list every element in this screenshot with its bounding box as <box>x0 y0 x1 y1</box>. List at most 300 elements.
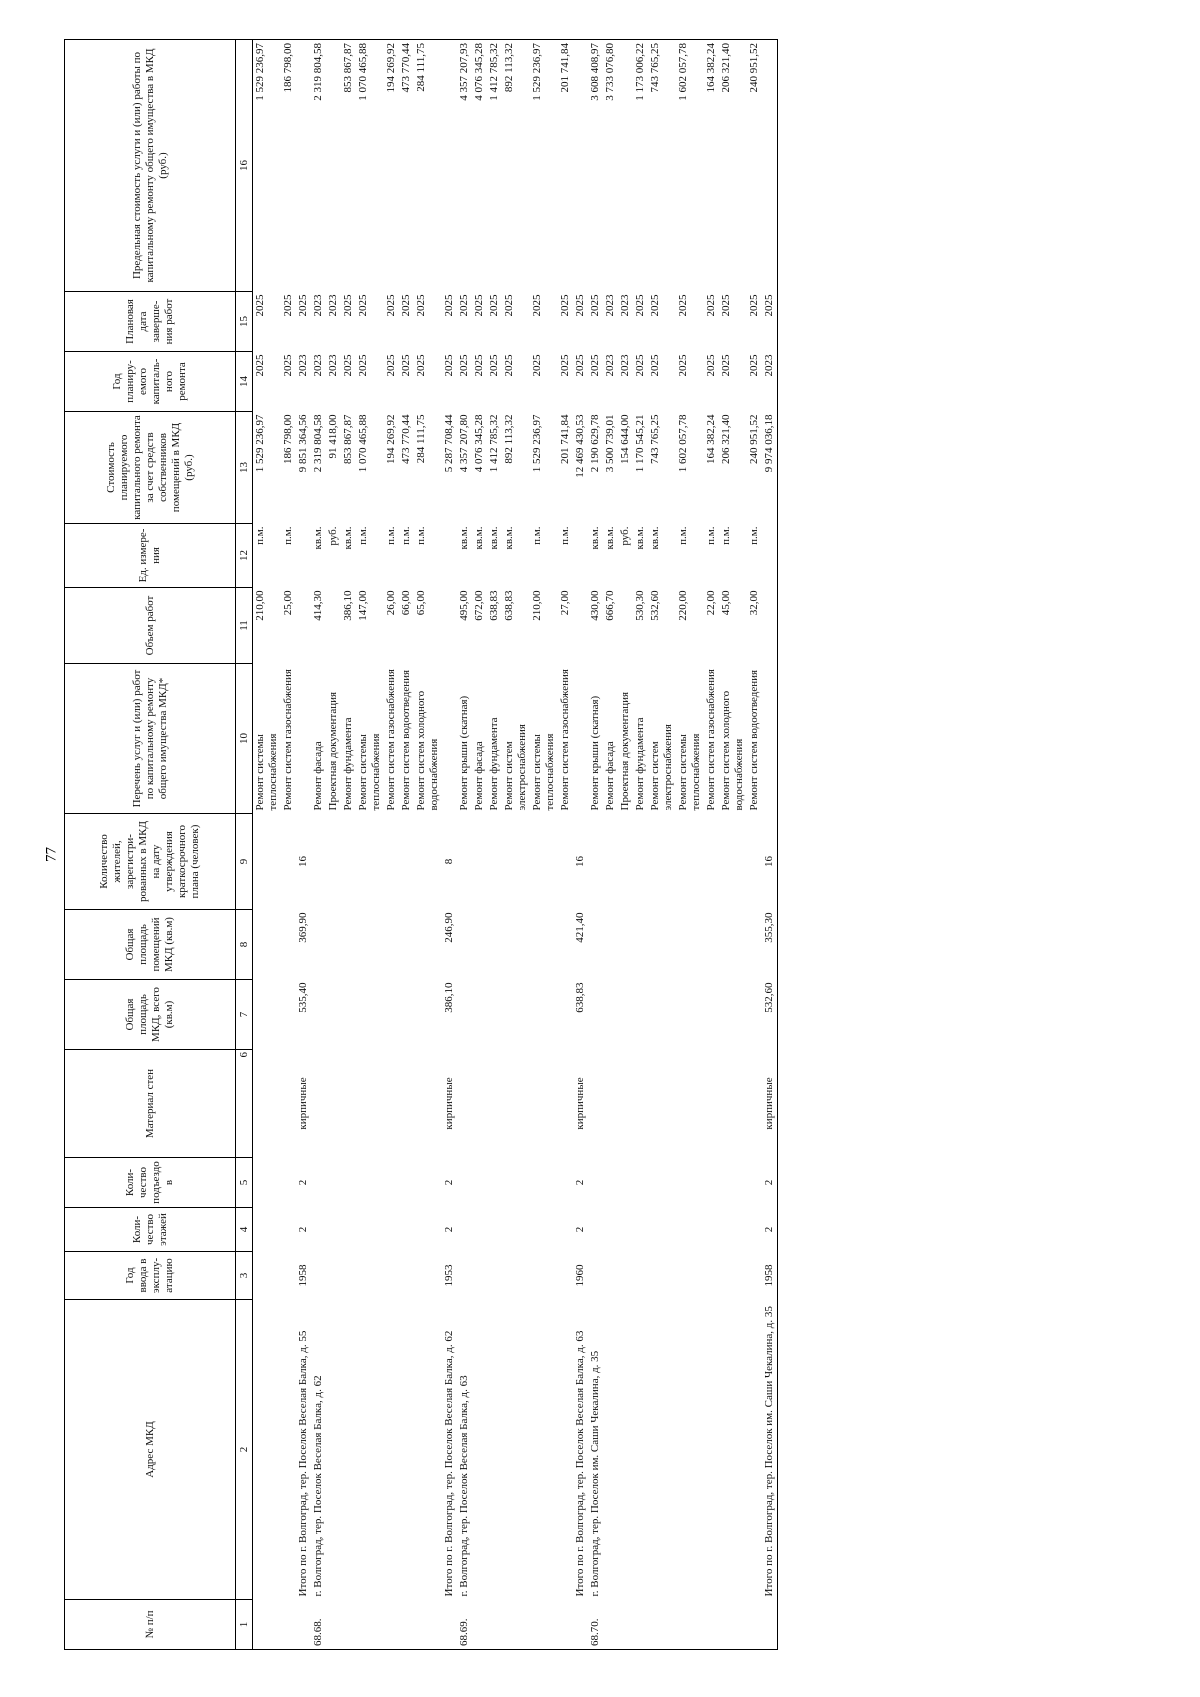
row-number <box>384 1600 399 1650</box>
table-row <box>281 40 296 1650</box>
table-row <box>414 40 442 1650</box>
work-type-cell: Ремонт систем газоснабжения <box>559 669 571 811</box>
work-type-cell <box>762 664 778 814</box>
wall-material-cell <box>399 1050 414 1158</box>
table-row <box>573 40 588 1650</box>
floors-cell <box>558 1208 573 1252</box>
completion-date-cell: 2025 <box>357 294 369 317</box>
residents-cell <box>311 814 326 910</box>
completion-date-cell: 2025 <box>254 294 266 317</box>
cost-cell: 1 529 236,97 <box>254 414 266 473</box>
table-row <box>253 40 282 1650</box>
work-type-cell: Проектная документация <box>327 691 339 811</box>
floors-cell <box>341 1208 356 1252</box>
year-built-cell <box>719 1252 747 1300</box>
entrances-cell <box>588 1158 603 1208</box>
residents-cell: 16 <box>762 814 778 910</box>
completion-date-cell: 2025 <box>720 294 732 317</box>
work-type-cell: Ремонт крыши (скатная) <box>458 695 470 811</box>
work-volume-cell: 210,00 <box>254 590 266 621</box>
work-type-cell: Ремонт систем водоотведения <box>400 669 412 811</box>
floors-cell <box>356 1208 384 1252</box>
work-type-cell: Ремонт систем газоснабжения <box>705 669 717 811</box>
work-type-cell: Ремонт крыши (скатная) <box>589 695 601 811</box>
floors-cell <box>399 1208 414 1252</box>
floors-cell <box>253 1208 282 1252</box>
column-number: 8 <box>236 910 253 980</box>
unit-cell: п.м. <box>254 526 266 545</box>
repair-year-cell: 2025 <box>443 354 455 377</box>
work-volume-cell: 414,30 <box>312 590 324 621</box>
row-number <box>472 1600 487 1650</box>
address-cell <box>502 1300 530 1600</box>
max-cost-cell: 240 951,52 <box>747 40 762 292</box>
work-type-cell: Ремонт фундамента <box>342 717 354 811</box>
repair-year-cell: 2025 <box>705 354 717 377</box>
unit-cell: кв.м. <box>634 526 646 550</box>
wall-material-cell <box>648 1050 676 1158</box>
total-area-cell <box>341 980 356 1050</box>
wall-material-cell: кирпичные <box>762 1050 778 1158</box>
total-area-cell <box>253 980 282 1050</box>
work-volume-cell: 22,00 <box>705 590 717 616</box>
entrances-cell: 2 <box>297 1179 309 1186</box>
premises-area-cell <box>588 910 603 980</box>
rotated-table-wrapper <box>64 40 1200 1650</box>
entrances-cell <box>676 1158 704 1208</box>
residents-cell <box>384 814 399 910</box>
floors-cell <box>311 1208 326 1252</box>
wall-material-cell <box>633 1050 648 1158</box>
premises-area-cell <box>472 910 487 980</box>
residents-cell <box>502 814 530 910</box>
wall-material-cell <box>341 1050 356 1158</box>
work-volume-cell: 672,00 <box>473 590 485 621</box>
work-volume-cell: 26,00 <box>385 590 397 616</box>
header-cell: Ед. измере-ния <box>65 524 236 588</box>
premises-area-cell: 421,40 <box>574 912 586 943</box>
work-volume-cell: 220,00 <box>677 590 689 621</box>
residents-cell <box>603 814 618 910</box>
floors-cell <box>633 1208 648 1252</box>
completion-date-cell: 2025 <box>385 294 397 317</box>
repair-year-cell: 2025 <box>385 354 397 377</box>
repair-year-cell: 2025 <box>488 354 500 377</box>
table-row <box>457 40 472 1650</box>
max-cost-cell: 194 269,92 <box>384 40 399 292</box>
repair-year-cell: 2025 <box>400 354 412 377</box>
work-volume-cell: 210,00 <box>531 590 543 621</box>
work-type-cell: Ремонт систем газоснабжения <box>282 669 294 811</box>
completion-date-cell: 2025 <box>705 294 717 317</box>
premises-area-cell <box>399 910 414 980</box>
entrances-cell <box>472 1158 487 1208</box>
address-cell: г. Волгоград, тер. Поселок им. Саши Чекалина, д. 35 <box>589 1350 601 1597</box>
premises-area-cell <box>618 910 633 980</box>
address-cell <box>633 1300 648 1600</box>
header-cell: Общая площадь помещений МКД (кв.м) <box>65 910 236 980</box>
repair-year-cell: 2025 <box>559 354 571 377</box>
row-number <box>296 1600 311 1650</box>
entrances-cell <box>326 1158 341 1208</box>
address-cell <box>414 1300 442 1600</box>
entrances-cell <box>414 1158 442 1208</box>
year-built-cell: 1958 <box>297 1264 309 1287</box>
entrances-cell <box>618 1158 633 1208</box>
cost-cell: 284 111,75 <box>415 414 427 464</box>
completion-date-cell: 2025 <box>748 294 760 317</box>
wall-material-cell <box>618 1050 633 1158</box>
table-row <box>603 40 618 1650</box>
entrances-cell <box>558 1158 573 1208</box>
cost-cell: 194 269,92 <box>385 414 397 464</box>
completion-date-cell: 2025 <box>488 294 500 317</box>
residents-cell <box>618 814 633 910</box>
year-built-cell <box>588 1252 603 1300</box>
wall-material-cell <box>253 1050 282 1158</box>
work-volume-cell <box>762 588 778 664</box>
repair-year-cell: 2025 <box>748 354 760 377</box>
cost-cell: 2 190 629,78 <box>589 414 601 473</box>
max-cost-cell: 743 765,25 <box>648 40 676 292</box>
floors-cell <box>384 1208 399 1252</box>
residents-cell: 16 <box>574 856 586 867</box>
residents-cell <box>747 814 762 910</box>
unit-cell: п.м. <box>415 526 427 545</box>
unit-cell: руб. <box>619 526 631 546</box>
premises-area-cell <box>530 910 558 980</box>
total-area-cell <box>472 980 487 1050</box>
cost-cell: 853 867,87 <box>342 414 354 464</box>
table-row <box>558 40 573 1650</box>
total-area-cell <box>588 980 603 1050</box>
year-built-cell <box>633 1252 648 1300</box>
wall-material-cell <box>719 1050 747 1158</box>
unit-cell <box>442 524 457 588</box>
floors-cell <box>648 1208 676 1252</box>
row-number <box>719 1600 747 1650</box>
repair-year-cell: 2025 <box>458 354 470 377</box>
entrances-cell <box>281 1158 296 1208</box>
column-number: 2 <box>236 1300 253 1600</box>
residents-cell <box>676 814 704 910</box>
year-built-cell: 1958 <box>762 1252 778 1300</box>
max-cost-cell: 2 319 804,58 <box>311 40 326 292</box>
wall-material-cell <box>676 1050 704 1158</box>
entrances-cell <box>747 1158 762 1208</box>
table-row <box>704 40 719 1650</box>
header-cell: Коли-чество подъездо в <box>65 1158 236 1208</box>
residents-cell <box>399 814 414 910</box>
repair-year-cell: 2025 <box>473 354 485 377</box>
wall-material-cell <box>558 1050 573 1158</box>
entrances-cell <box>530 1158 558 1208</box>
header-cell: Год планиру-емого капиталь-ного ремонта <box>65 352 236 412</box>
table-row <box>502 40 530 1650</box>
year-built-cell <box>603 1252 618 1300</box>
residents-cell <box>648 814 676 910</box>
floors-cell <box>530 1208 558 1252</box>
residents-cell <box>472 814 487 910</box>
unit-cell: п.м. <box>400 526 412 545</box>
wall-material-cell <box>384 1050 399 1158</box>
max-cost-cell: 1 529 236,97 <box>530 40 558 292</box>
completion-date-cell: 2025 <box>473 294 485 317</box>
address-cell <box>704 1300 719 1600</box>
premises-area-cell <box>676 910 704 980</box>
wall-material-cell <box>281 1050 296 1158</box>
cost-cell: 4 076 345,28 <box>473 414 485 473</box>
repair-year-cell: 2023 <box>297 354 309 377</box>
residents-cell <box>558 814 573 910</box>
header-cell: Адрес МКД <box>65 1300 236 1600</box>
column-number: 15 <box>236 292 253 352</box>
cost-cell: 743 765,25 <box>649 414 661 464</box>
entrances-cell <box>457 1158 472 1208</box>
unit-cell: п.м. <box>748 526 760 545</box>
residents-cell <box>588 814 603 910</box>
table-row <box>311 40 326 1650</box>
repair-year-cell: 2023 <box>312 354 324 377</box>
cost-cell: 240 951,52 <box>748 414 760 464</box>
address-cell: г. Волгоград, тер. Поселок Веселая Балка, д. 62 <box>312 1375 324 1597</box>
table-body <box>253 40 778 1650</box>
cost-cell: 1 529 236,97 <box>531 414 543 473</box>
work-volume-cell: 65,00 <box>415 590 427 616</box>
header-cell: Объем работ <box>65 588 236 664</box>
max-cost-cell <box>296 40 311 292</box>
wall-material-cell: кирпичные <box>297 1077 309 1130</box>
work-volume-cell <box>296 588 311 664</box>
floors-cell <box>414 1208 442 1252</box>
unit-cell <box>296 524 311 588</box>
floors-cell <box>747 1208 762 1252</box>
repair-year-cell: 2025 <box>649 354 661 377</box>
year-built-cell <box>530 1252 558 1300</box>
floors-cell <box>472 1208 487 1252</box>
year-built-cell <box>747 1252 762 1300</box>
header-cell: Количество жителей, зарегистри-рованных в МКД на дату утверждения краткосрочного плана (человек) <box>65 814 236 910</box>
cost-cell: 186 798,00 <box>282 414 294 464</box>
year-built-cell <box>472 1252 487 1300</box>
max-cost-cell: 4 076 345,28 <box>472 40 487 292</box>
header-cell: Стоимость планируемого капитального ремонта за счет средств собственников помещений в МКД (руб.) <box>65 412 236 524</box>
cost-cell: 154 644,00 <box>619 414 631 464</box>
row-number <box>356 1600 384 1650</box>
work-volume-cell: 386,10 <box>342 590 354 621</box>
work-volume-cell: 45,00 <box>720 590 732 616</box>
year-built-cell <box>384 1252 399 1300</box>
column-number: 5 <box>236 1158 253 1208</box>
work-type-cell: Ремонт фундамента <box>634 717 646 811</box>
max-cost-cell: 201 741,84 <box>558 40 573 292</box>
repair-year-cell: 2025 <box>342 354 354 377</box>
cost-cell: 12 469 430,53 <box>574 414 586 478</box>
max-cost-cell: 3 608 408,97 <box>588 40 603 292</box>
repair-year-cell: 2025 <box>254 354 266 377</box>
entrances-cell <box>719 1158 747 1208</box>
total-area-cell <box>399 980 414 1050</box>
max-cost-cell: 1 412 785,32 <box>487 40 502 292</box>
completion-date-cell: 2025 <box>415 294 427 317</box>
work-type-cell: Ремонт системы теплоснабжения <box>677 733 702 811</box>
residents-cell <box>633 814 648 910</box>
row-number <box>502 1600 530 1650</box>
residents-cell <box>414 814 442 910</box>
residents-cell: 8 <box>443 858 455 865</box>
unit-cell: кв.м. <box>458 526 470 550</box>
table-row <box>442 40 457 1650</box>
address-cell <box>384 1300 399 1600</box>
cost-cell: 91 418,00 <box>327 414 339 459</box>
row-number <box>633 1600 648 1650</box>
header-cell: № п/п <box>65 1600 236 1650</box>
row-number <box>676 1600 704 1650</box>
header-row <box>65 40 236 1650</box>
total-area-cell <box>719 980 747 1050</box>
total-area-cell <box>618 980 633 1050</box>
row-number <box>648 1600 676 1650</box>
residents-cell <box>704 814 719 910</box>
unit-cell: кв.м. <box>604 526 616 550</box>
work-type-cell: Ремонт фасада <box>312 741 324 811</box>
completion-date-cell: 2025 <box>574 294 586 317</box>
total-area-cell <box>747 980 762 1050</box>
completion-date-cell: 2025 <box>677 294 689 317</box>
address-cell <box>281 1300 296 1600</box>
table-row <box>648 40 676 1650</box>
max-cost-cell <box>762 40 778 292</box>
entrances-cell <box>704 1158 719 1208</box>
table-row <box>341 40 356 1650</box>
wall-material-cell <box>311 1050 326 1158</box>
address-cell <box>648 1300 676 1600</box>
total-area-cell <box>487 980 502 1050</box>
address-cell <box>472 1300 487 1600</box>
work-type-cell: Ремонт систем газоснабжения <box>385 669 397 811</box>
row-number <box>281 1600 296 1650</box>
row-number: 68.70. <box>588 1600 603 1650</box>
year-built-cell <box>253 1252 282 1300</box>
work-type-cell: Ремонт фасада <box>473 741 485 811</box>
unit-cell: руб. <box>327 526 339 546</box>
entrances-cell <box>311 1158 326 1208</box>
address-cell <box>326 1300 341 1600</box>
entrances-cell <box>502 1158 530 1208</box>
year-built-cell <box>502 1252 530 1300</box>
premises-area-cell <box>311 910 326 980</box>
completion-date-cell: 2025 <box>443 294 455 317</box>
max-cost-cell <box>573 40 588 292</box>
table-row <box>719 40 747 1650</box>
total-area-cell: 386,10 <box>443 982 455 1013</box>
wall-material-cell <box>487 1050 502 1158</box>
total-area-cell <box>704 980 719 1050</box>
address-cell <box>487 1300 502 1600</box>
table-row <box>762 40 778 1650</box>
row-number <box>603 1600 618 1650</box>
wall-material-cell <box>530 1050 558 1158</box>
max-cost-cell: 1 529 236,97 <box>253 40 282 292</box>
total-area-cell <box>648 980 676 1050</box>
column-number: 13 <box>236 412 253 524</box>
year-built-cell <box>281 1252 296 1300</box>
cost-cell: 1 412 785,32 <box>488 414 500 473</box>
table-row <box>326 40 341 1650</box>
residents-cell <box>341 814 356 910</box>
work-volume-cell <box>618 588 633 664</box>
floors-cell: 2 <box>297 1226 309 1233</box>
repair-year-cell: 2025 <box>357 354 369 377</box>
row-number <box>253 1600 282 1650</box>
address-cell <box>676 1300 704 1600</box>
column-number: 6 <box>236 1050 253 1158</box>
table-row <box>588 40 603 1650</box>
completion-date-cell: 2025 <box>649 294 661 317</box>
entrances-cell <box>603 1158 618 1208</box>
premises-area-cell: 246,90 <box>443 912 455 943</box>
max-cost-cell: 473 770,44 <box>399 40 414 292</box>
max-cost-cell <box>618 40 633 292</box>
row-number <box>573 1600 588 1650</box>
wall-material-cell: кирпичные <box>443 1077 455 1130</box>
work-volume-cell: 666,70 <box>604 590 616 621</box>
table-row <box>296 40 311 1650</box>
floors-cell <box>457 1208 472 1252</box>
row-number <box>487 1600 502 1650</box>
total-area-cell: 535,40 <box>297 982 309 1013</box>
work-type-cell: Ремонт системы теплоснабжения <box>357 733 382 811</box>
address-cell <box>603 1300 618 1600</box>
wall-material-cell: кирпичные <box>574 1077 586 1130</box>
repair-year-cell: 2025 <box>574 354 586 377</box>
repair-year-cell: 2023 <box>327 354 339 377</box>
work-volume-cell <box>326 588 341 664</box>
total-area-cell <box>457 980 472 1050</box>
address-cell <box>747 1300 762 1600</box>
entrances-cell <box>356 1158 384 1208</box>
premises-area-cell <box>253 910 282 980</box>
total-area-cell <box>530 980 558 1050</box>
completion-date-cell: 2023 <box>604 294 616 317</box>
work-type-cell <box>442 664 457 814</box>
cost-cell: 4 357 207,80 <box>458 414 470 473</box>
repair-year-cell: 2025 <box>720 354 732 377</box>
residents-cell <box>253 814 282 910</box>
row-number: 68.68. <box>311 1600 326 1650</box>
total-area-cell <box>558 980 573 1050</box>
total-area-cell <box>633 980 648 1050</box>
row-number <box>747 1600 762 1650</box>
work-volume-cell: 25,00 <box>282 590 294 616</box>
address-cell <box>253 1300 282 1600</box>
completion-date-cell: 2025 <box>400 294 412 317</box>
capital-repair-plan-table <box>64 39 778 1650</box>
cost-cell: 9 851 364,56 <box>297 414 309 473</box>
total-area-cell <box>676 980 704 1050</box>
table-row <box>487 40 502 1650</box>
cost-cell: 9 974 036,18 <box>762 412 778 524</box>
repair-year-cell: 2025 <box>415 354 427 377</box>
total-area-cell: 638,83 <box>574 982 586 1013</box>
entrances-cell: 2 <box>762 1158 778 1208</box>
work-type-cell <box>296 664 311 814</box>
completion-date-cell: 2025 <box>589 294 601 317</box>
unit-cell: кв.м. <box>342 526 354 550</box>
table-row <box>676 40 704 1650</box>
residents-cell: 16 <box>297 856 309 867</box>
unit-cell <box>762 524 778 588</box>
